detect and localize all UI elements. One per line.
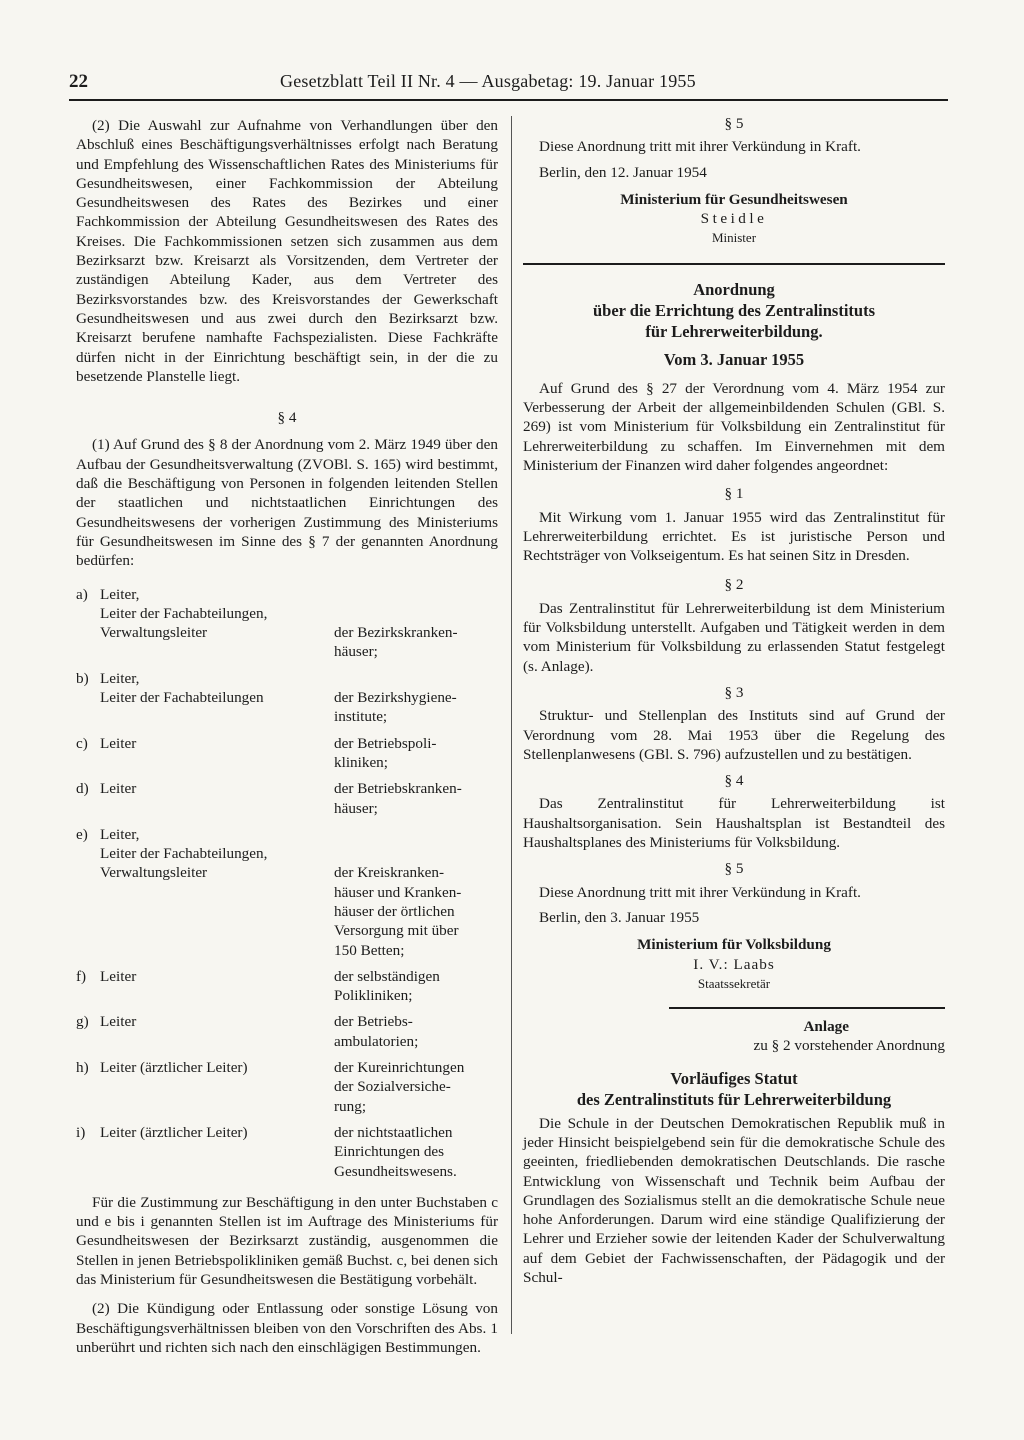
- order2-preamble: Auf Grund des § 27 der Verordnung vom 4. März 1954 zur Verbesserung der Arbeit der allgemeinbildenden Schulen (GBl. S. 269) ist vom Ministerium für Volksbildung ein Zentralinstitut für Lehrerweiterbildung zu schaffen. Im Einvernehmen mit dem Ministerium der Finanzen wird daher folgendes angeordnet:: [523, 379, 945, 474]
- order2-ministry: Ministerium für Volksbildung: [637, 936, 831, 954]
- order2-section-2-text: Das Zentralinstitut für Lehrerweiterbildung ist dem Ministerium für Volksbildung unterstellt. Aufgaben und Tätigkeit werden in dem vom Ministerium für Volksbildung zu erlassenden Statut festgelegt (s. Anlage).: [523, 599, 945, 675]
- order2-role: Staatssekretär: [697, 975, 771, 991]
- list-item: [76, 967, 498, 1006]
- order2-section-5-text: Diese Anordnung tritt mit ihrer Verkündung in Kraft.: [539, 883, 861, 901]
- list-item-position: [76, 1012, 334, 1051]
- list-item-institution-line: rung;: [334, 1097, 367, 1115]
- order2-date: Vom 3. Januar 1955: [663, 349, 805, 369]
- list-item-position: [76, 967, 334, 1006]
- list-item-institution-line: der Betriebspoli-: [334, 734, 437, 752]
- section-separator-rule: [523, 263, 945, 265]
- gazette-header-title: Gesetzblatt Teil II Nr. 4 — Ausgabetag: 19. Januar 1955: [280, 71, 696, 91]
- list-item-position-line: Leiter der Fachabteilungen,: [100, 845, 268, 863]
- list-item-institution-line: häuser der örtlichen: [334, 902, 455, 920]
- list-item-position: [76, 825, 334, 960]
- order1-section-5-text: Diese Anordnung tritt mit ihrer Verkündung in Kraft.: [539, 138, 861, 156]
- order1-place-date: Berlin, den 12. Januar 1954: [539, 163, 707, 181]
- order2-section-3-heading: § 3: [724, 683, 744, 701]
- list-item-letter: i): [76, 1123, 86, 1141]
- right-column: [523, 114, 945, 1287]
- list-item: [76, 1123, 498, 1181]
- list-item-position: [76, 1123, 334, 1181]
- list-item-position: [76, 779, 334, 818]
- order2-section-3-text: Struktur- und Stellenplan des Instituts sind auf Grund der Verordnung vom 28. Mai 1953 über die Regelung des Stellenplanwesens (GBl. S. 796) aufzustellen und zu bestätigen.: [523, 707, 945, 763]
- list-item-institution: [334, 585, 498, 662]
- order2-signer: I. V.: Laabs: [693, 955, 775, 973]
- order2-title: Anordnung: [693, 279, 775, 299]
- list-item-position-line: Leiter,: [100, 669, 140, 687]
- order2-place-date: Berlin, den 3. Januar 1955: [539, 908, 700, 926]
- list-item-institution-line: der Betriebskranken-: [334, 780, 462, 798]
- order1-ministry: Ministerium für Gesundheitswesen: [620, 190, 848, 208]
- header-rule: [69, 99, 948, 101]
- statute-title-line2: des Zentralinstituts für Lehrerweiterbildung: [576, 1089, 892, 1109]
- list-item-position-line: Leiter der Fachabteilungen,: [100, 604, 268, 622]
- list-item-institution: [334, 1123, 498, 1181]
- list-item: [76, 1058, 498, 1116]
- order2-section-5-heading: § 5: [724, 860, 744, 878]
- list-item-position-line: Leiter,: [100, 585, 140, 603]
- section-4-heading: § 4: [277, 409, 297, 427]
- list-item-letter: b): [76, 669, 89, 687]
- list-item-position-line: Verwaltungsleiter: [100, 864, 208, 882]
- statute-title-line1: Vorläufiges Statut: [670, 1068, 798, 1088]
- list-item-institution: [334, 779, 498, 818]
- list-item-institution: [334, 825, 498, 960]
- list-item-institution-line: der Bezirkshygiene-: [334, 689, 457, 707]
- list-item-institution-line: häuser und Kranken-: [334, 883, 462, 901]
- list-item-institution-line: kliniken;: [334, 753, 388, 771]
- order2-subtitle-line2: für Lehrerweiterbildung.: [645, 321, 823, 341]
- list-item-position-line: Leiter: [100, 1013, 137, 1031]
- list-item-institution: [334, 1012, 498, 1051]
- paragraph-termination: (2) Die Kündigung oder Entlassung oder sonstige Lösung von Beschäftigungsverhältnissen bleiben von den Vorschriften des Abs. 1 unberührt und richten sich nach den einschlägigen Bestimmungen.: [76, 1300, 498, 1356]
- list-item-institution: [334, 669, 498, 727]
- list-item-institution-line: der selbständigen: [334, 967, 440, 985]
- list-item: [76, 1012, 498, 1051]
- list-item: [76, 825, 498, 960]
- list-item-institution-line: der Kreiskranken-: [334, 864, 445, 882]
- order2-section-1-heading: § 1: [724, 485, 744, 503]
- list-item-letter: e): [76, 825, 88, 843]
- statute-preamble: Die Schule in der Deutschen Demokratischen Republik muß in jeder Hinsicht beispielgebend sein für die demokratische Schule des geeinten, friedliebenden demokratischen Deutschlands. Die rasche Entwicklung von Wissenschaft und Technik beim Aufbau der Grundlagen des Sozialismus stellt an die demokratische Schule neue hohe Anforderungen. Darum wird eine ständige Qualifizierung der Lehrer und Erzieher sowie der leitenden Kader der Schulverwaltung auf dem Gebiet der Fachwissenschaften, der Pädagogik und der Schul-: [523, 1114, 945, 1287]
- list-item-institution-line: häuser;: [334, 643, 378, 661]
- column-divider: [511, 116, 512, 1334]
- paragraph-selection: (2) Die Auswahl zur Aufnahme von Verhandlungen über den Abschluß eines Beschäftigungsverhältnisses erfolgt nach Beratung und Empfehlung des Wissenschaftlichen Rates des Ministeriums für Gesundheitswesen, einer Fachkommission der Abteilung Gesundheitswesen des Rates des Bezirkes und einer Fachkommission der Abteilung Gesundheitswesen des Rates des Kreises. Die Fachkommissionen setzen sich zusammen aus dem Bezirksarzt bzw. Kreisarzt als Vorsitzenden, dem Vertreter der zuständigen Abteilung Kader, aus dem Vertreter des Bezirksvorstandes bzw. des Kreisvorstandes der Gewerkschaft Gesundheitswesen und aus zwei durch den Bezirksarzt bzw. Kreisarzt berufene namhafte Fachspezialisten. Diese Fachkräfte dürfen nicht in der Einrichtung beschäftigt sein, in der die zu besetzende Planstelle liegt.: [76, 117, 498, 385]
- list-item-letter: d): [76, 780, 89, 798]
- list-item-position-line: Leiter: [100, 734, 137, 752]
- list-item-institution-line: Einrichtungen des: [334, 1143, 445, 1161]
- list-item-institution: [334, 1058, 498, 1116]
- list-item-letter: c): [76, 734, 88, 752]
- list-item-institution-line: der Kureinrichtungen: [334, 1059, 465, 1077]
- list-item-institution-line: ambulatorien;: [334, 1032, 419, 1050]
- list-item: [76, 734, 498, 773]
- list-item-institution-line: Polikliniken;: [334, 987, 413, 1005]
- order1-section-5-heading: § 5: [724, 115, 744, 132]
- signature-rule: [669, 1007, 945, 1009]
- list-item-letter: h): [76, 1059, 89, 1077]
- list-item-letter: a): [76, 585, 88, 603]
- list-item-institution-line: Gesundheitswesens.: [334, 1162, 457, 1180]
- order2-section-4-heading: § 4: [724, 772, 744, 790]
- list-item-institution-line: der nichtstaatlichen: [334, 1123, 453, 1141]
- list-item-position: [76, 734, 334, 773]
- list-item-position: [76, 585, 334, 662]
- list-item-position-line: Leiter,: [100, 825, 140, 843]
- list-item-institution-line: der Betriebs-: [334, 1013, 413, 1031]
- paragraph-approval: Für die Zustimmung zur Beschäftigung in den unter Buchstaben c und e bis i genannten Stellen ist im Auftrage des Ministeriums für Gesundheitswesen der Bezirksarzt zuständig, ausgenommen die Stellen in jenen Betriebspolikliniken gemäß Buchst. c, bei denen sich das Ministerium für Gesundheitswesen die Bestätigung vorbehält.: [76, 1193, 498, 1289]
- annex-reference: zu § 2 vorstehender Anordnung: [753, 1037, 945, 1055]
- list-item-institution-line: institute;: [334, 708, 388, 726]
- list-item-institution-line: Versorgung mit über: [334, 922, 459, 940]
- list-item-letter: g): [76, 1013, 89, 1031]
- list-item-letter: f): [76, 967, 87, 985]
- list-item-institution: [334, 967, 498, 1006]
- list-item-position: [76, 669, 334, 727]
- list-item-position-line: Leiter: [100, 967, 137, 985]
- order2-section-4-text: Das Zentralinstitut für Lehrerweiterbildung ist Haushaltsorganisation. Sein Haushaltsplan ist Bestandteil des Haushaltsplanes des Ministeriums für Volksbildung.: [523, 795, 945, 852]
- paragraph-section-4-1: (1) Auf Grund des § 8 der Anordnung vom 2. März 1949 über den Aufbau der Gesundheitsverwaltung (ZVOBl. S. 165) wird bestimmt, daß die Beschäftigung von Personen in folgenden leitenden Stellen der staatlichen und nichtstaatlichen Einrichtungen des Gesundheitswesens der vorherigen Zustimmung des Ministeriums für Gesundheitswesen im Sinne des § 7 der genannten Anordnung bedürfen:: [76, 436, 498, 570]
- page-number: 22: [69, 71, 88, 92]
- list-item-position-line: Leiter (ärztlicher Leiter): [100, 1059, 248, 1077]
- list-item-position-line: Leiter (ärztlicher Leiter): [100, 1123, 248, 1141]
- list-item-institution-line: 150 Betten;: [334, 941, 405, 959]
- order1-signer: Steidle: [700, 210, 768, 228]
- list-item-institution-line: der Bezirkskranken-: [334, 624, 458, 642]
- list-item-position-line: Verwaltungsleiter: [100, 624, 208, 642]
- list-item-position-line: Leiter: [100, 780, 137, 798]
- order2-section-2-heading: § 2: [724, 576, 744, 594]
- list-item-position: [76, 1058, 334, 1116]
- list-item-institution-line: häuser;: [334, 799, 378, 817]
- order2-section-1-text: Mit Wirkung vom 1. Januar 1955 wird das Zentralinstitut für Lehrerweiterbildung errichtet. Es ist juristische Person und Rechtsträger von Volkseigentum. Es hat seinen Sitz in Dresden.: [523, 508, 945, 565]
- position-list: [76, 585, 498, 1181]
- list-item: [76, 669, 498, 727]
- list-item: [76, 585, 498, 662]
- list-item-position-line: Leiter der Fachabteilungen: [100, 689, 264, 707]
- list-item: [76, 779, 498, 818]
- order2-subtitle-line1: über die Errichtung des Zentralinstituts: [592, 300, 876, 320]
- list-item-institution: [334, 734, 498, 773]
- list-item-institution-line: der Sozialversiche-: [334, 1078, 451, 1096]
- order1-role: Minister: [711, 230, 757, 246]
- annex-label: Anlage: [803, 1018, 849, 1036]
- left-column: [76, 116, 498, 1357]
